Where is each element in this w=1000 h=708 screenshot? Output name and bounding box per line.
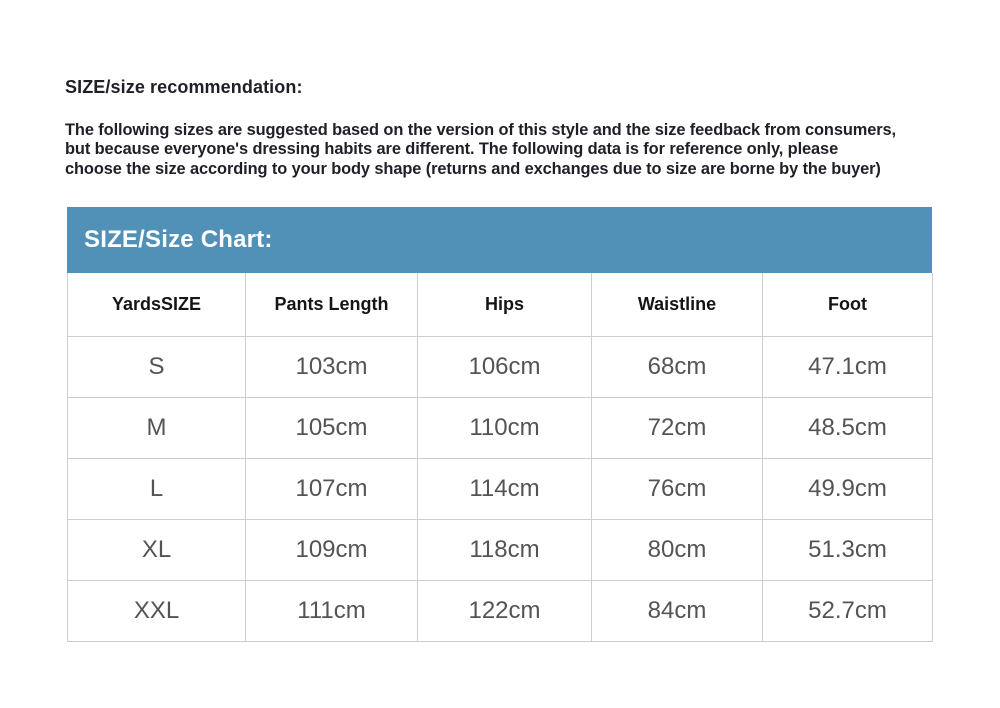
measurement-cell: 76cm xyxy=(592,459,763,520)
measurement-cell: 84cm xyxy=(592,581,763,642)
measurement-cell: 52.7cm xyxy=(763,581,933,642)
table-header-row xyxy=(68,273,933,337)
description-line: The following sizes are suggested based on the version of this style and the size feedback from consumers, xyxy=(65,121,896,139)
table-row xyxy=(68,520,933,581)
measurement-cell: 49.9cm xyxy=(763,459,933,520)
size-cell: S xyxy=(68,337,246,398)
measurement-cell: 109cm xyxy=(246,520,418,581)
size-cell: XXL xyxy=(68,581,246,642)
measurement-cell: 51.3cm xyxy=(763,520,933,581)
measurement-cell: 68cm xyxy=(592,337,763,398)
table-row xyxy=(68,581,933,642)
table-row xyxy=(68,459,933,520)
size-recommendation-text xyxy=(65,121,945,179)
measurement-cell: 110cm xyxy=(418,398,592,459)
measurement-cell: 103cm xyxy=(246,337,418,398)
col-header-size: YardsSIZE xyxy=(68,273,246,337)
col-header-waistline: Waistline xyxy=(592,273,763,337)
table-row xyxy=(68,337,933,398)
measurement-cell: 105cm xyxy=(246,398,418,459)
measurement-cell: 118cm xyxy=(418,520,592,581)
measurement-cell: 107cm xyxy=(246,459,418,520)
col-header-hips: Hips xyxy=(418,273,592,337)
measurement-cell: 111cm xyxy=(246,581,418,642)
measurement-cell: 48.5cm xyxy=(763,398,933,459)
table-row xyxy=(68,398,933,459)
measurement-cell: 106cm xyxy=(418,337,592,398)
size-cell: M xyxy=(68,398,246,459)
size-chart-banner-label: SIZE/Size Chart: xyxy=(84,226,273,253)
size-recommendation-title: SIZE/size recommendation: xyxy=(65,77,303,97)
measurement-cell: 122cm xyxy=(418,581,592,642)
col-header-foot: Foot xyxy=(763,273,933,337)
size-chart-table xyxy=(67,273,933,642)
size-cell: L xyxy=(68,459,246,520)
description-line: choose the size according to your body shape (returns and exchanges due to size are borne by the buyer) xyxy=(65,159,881,178)
description-line: but because everyone's dressing habits are different. The following data is for reference only, please xyxy=(65,140,839,159)
col-header-pants-length: Pants Length xyxy=(246,273,418,337)
measurement-cell: 47.1cm xyxy=(763,337,933,398)
size-chart-banner xyxy=(67,207,932,273)
measurement-cell: 80cm xyxy=(592,520,763,581)
measurement-cell: 72cm xyxy=(592,398,763,459)
size-cell: XL xyxy=(68,520,246,581)
measurement-cell: 114cm xyxy=(418,459,592,520)
